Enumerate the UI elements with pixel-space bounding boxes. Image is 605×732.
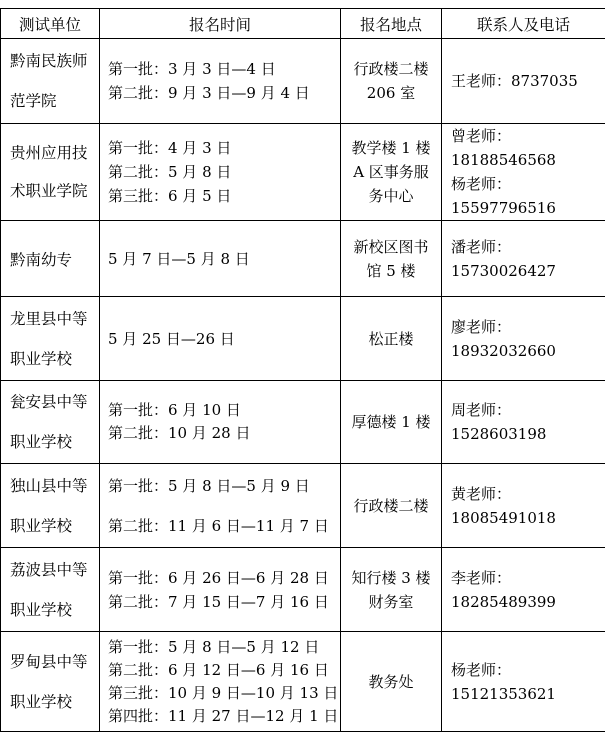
location-line: A 区事务服 bbox=[341, 160, 441, 184]
time-line: 第一批：6 月 26 日—6 月 28 日 bbox=[108, 566, 340, 590]
table-row bbox=[1, 381, 605, 464]
location-line: 行政楼二楼 bbox=[341, 57, 441, 81]
unit-cell bbox=[1, 548, 100, 632]
location-line: 教学楼 1 楼 bbox=[341, 136, 441, 160]
location-cell bbox=[341, 381, 442, 464]
unit-cell bbox=[1, 297, 100, 381]
location-cell bbox=[341, 297, 442, 381]
unit-cell bbox=[1, 124, 100, 221]
table-row bbox=[1, 124, 605, 221]
time-line: 第二批：11 月 6 日—11 月 7 日 bbox=[108, 506, 340, 546]
unit-line: 贵州应用技 bbox=[10, 134, 99, 172]
unit-line: 龙里县中等 bbox=[10, 299, 99, 339]
contact-cell bbox=[442, 381, 605, 464]
unit-cell bbox=[1, 221, 100, 297]
header-contact: 联系人及电话 bbox=[442, 9, 605, 39]
table-row bbox=[1, 39, 605, 124]
unit-line: 瓮安县中等 bbox=[10, 382, 99, 422]
contact-cell bbox=[442, 221, 605, 297]
unit-line: 职业学校 bbox=[10, 590, 99, 630]
table-row bbox=[1, 297, 605, 381]
contact-line: 曾老师：18188546568 bbox=[451, 124, 605, 172]
time-line: 5 月 7 日—5 月 8 日 bbox=[108, 247, 340, 271]
contact-cell bbox=[442, 632, 605, 732]
time-line: 5 月 25 日—26 日 bbox=[108, 327, 340, 351]
unit-line: 罗甸县中等 bbox=[10, 642, 99, 682]
unit-line: 黔南幼专 bbox=[10, 248, 99, 270]
unit-line: 独山县中等 bbox=[10, 466, 99, 506]
time-line: 第一批：5 月 8 日—5 月 12 日 bbox=[108, 636, 340, 659]
location-line: 馆 5 楼 bbox=[341, 259, 441, 283]
unit-cell bbox=[1, 381, 100, 464]
unit-line: 黔南民族师 bbox=[10, 41, 99, 81]
unit-line: 职业学校 bbox=[10, 339, 99, 379]
time-line: 第一批：6 月 10 日 bbox=[108, 399, 340, 422]
contact-cell bbox=[442, 548, 605, 632]
time-line: 第一批：4 月 3 日 bbox=[108, 136, 340, 160]
contact-line: 王老师：8737035 bbox=[451, 69, 605, 93]
location-line: 厚德楼 1 楼 bbox=[341, 410, 441, 434]
time-cell bbox=[100, 464, 341, 548]
unit-cell bbox=[1, 632, 100, 732]
location-cell bbox=[341, 124, 442, 221]
registration-table bbox=[0, 8, 605, 732]
table-row bbox=[1, 548, 605, 632]
contact-cell bbox=[442, 297, 605, 381]
contact-cell bbox=[442, 464, 605, 548]
time-line: 第一批：3 月 3 日—4 日 bbox=[108, 57, 340, 81]
location-cell bbox=[341, 221, 442, 297]
location-line: 教务处 bbox=[341, 670, 441, 694]
location-line: 行政楼二楼 bbox=[341, 494, 441, 518]
location-cell bbox=[341, 464, 442, 548]
table-row bbox=[1, 221, 605, 297]
unit-line: 荔波县中等 bbox=[10, 550, 99, 590]
time-line: 第二批：7 月 15 日—7 月 16 日 bbox=[108, 590, 340, 614]
time-cell bbox=[100, 221, 341, 297]
contact-cell bbox=[442, 124, 605, 221]
header-time: 报名时间 bbox=[100, 9, 341, 39]
time-line: 第二批：9 月 3 日—9 月 4 日 bbox=[108, 81, 340, 105]
location-line: 206 室 bbox=[341, 81, 441, 105]
table-row bbox=[1, 632, 605, 732]
time-cell bbox=[100, 548, 341, 632]
time-line: 第二批：10 月 28 日 bbox=[108, 422, 340, 445]
unit-line: 职业学校 bbox=[10, 422, 99, 462]
location-line: 财务室 bbox=[341, 590, 441, 614]
header-row bbox=[1, 9, 605, 39]
unit-line: 职业学校 bbox=[10, 682, 99, 722]
table-row bbox=[1, 464, 605, 548]
contact-line: 杨老师：15597796516 bbox=[451, 172, 605, 220]
contact-line: 黄老师：18085491018 bbox=[451, 482, 605, 530]
location-line: 务中心 bbox=[341, 184, 441, 208]
location-cell bbox=[341, 39, 442, 124]
time-cell bbox=[100, 381, 341, 464]
time-line: 第一批：5 月 8 日—5 月 9 日 bbox=[108, 466, 340, 506]
contact-line: 潘老师：15730026427 bbox=[451, 235, 605, 283]
location-line: 新校区图书 bbox=[341, 235, 441, 259]
time-cell bbox=[100, 297, 341, 381]
unit-cell bbox=[1, 464, 100, 548]
unit-cell bbox=[1, 39, 100, 124]
location-line: 松正楼 bbox=[341, 327, 441, 351]
unit-line: 术职业学院 bbox=[10, 172, 99, 210]
header-unit: 测试单位 bbox=[1, 9, 100, 39]
contact-line: 杨老师：15121353621 bbox=[451, 658, 605, 706]
unit-line: 范学院 bbox=[10, 81, 99, 121]
header-location: 报名地点 bbox=[341, 9, 442, 39]
location-cell bbox=[341, 632, 442, 732]
contact-line: 周老师：1528603198 bbox=[451, 398, 605, 446]
time-line: 第四批：11 月 27 日—12 月 1 日 bbox=[108, 705, 340, 728]
location-cell bbox=[341, 548, 442, 632]
contact-cell bbox=[442, 39, 605, 124]
time-cell bbox=[100, 632, 341, 732]
location-line: 知行楼 3 楼 bbox=[341, 566, 441, 590]
time-cell bbox=[100, 39, 341, 124]
time-line: 第二批：6 月 12 日—6 月 16 日 bbox=[108, 659, 340, 682]
time-cell bbox=[100, 124, 341, 221]
unit-line: 职业学校 bbox=[10, 506, 99, 546]
contact-line: 李老师：18285489399 bbox=[451, 566, 605, 614]
time-line: 第三批：6 月 5 日 bbox=[108, 184, 340, 208]
time-line: 第二批：5 月 8 日 bbox=[108, 160, 340, 184]
contact-line: 廖老师：18932032660 bbox=[451, 315, 605, 363]
time-line: 第三批：10 月 9 日—10 月 13 日 bbox=[108, 682, 340, 705]
